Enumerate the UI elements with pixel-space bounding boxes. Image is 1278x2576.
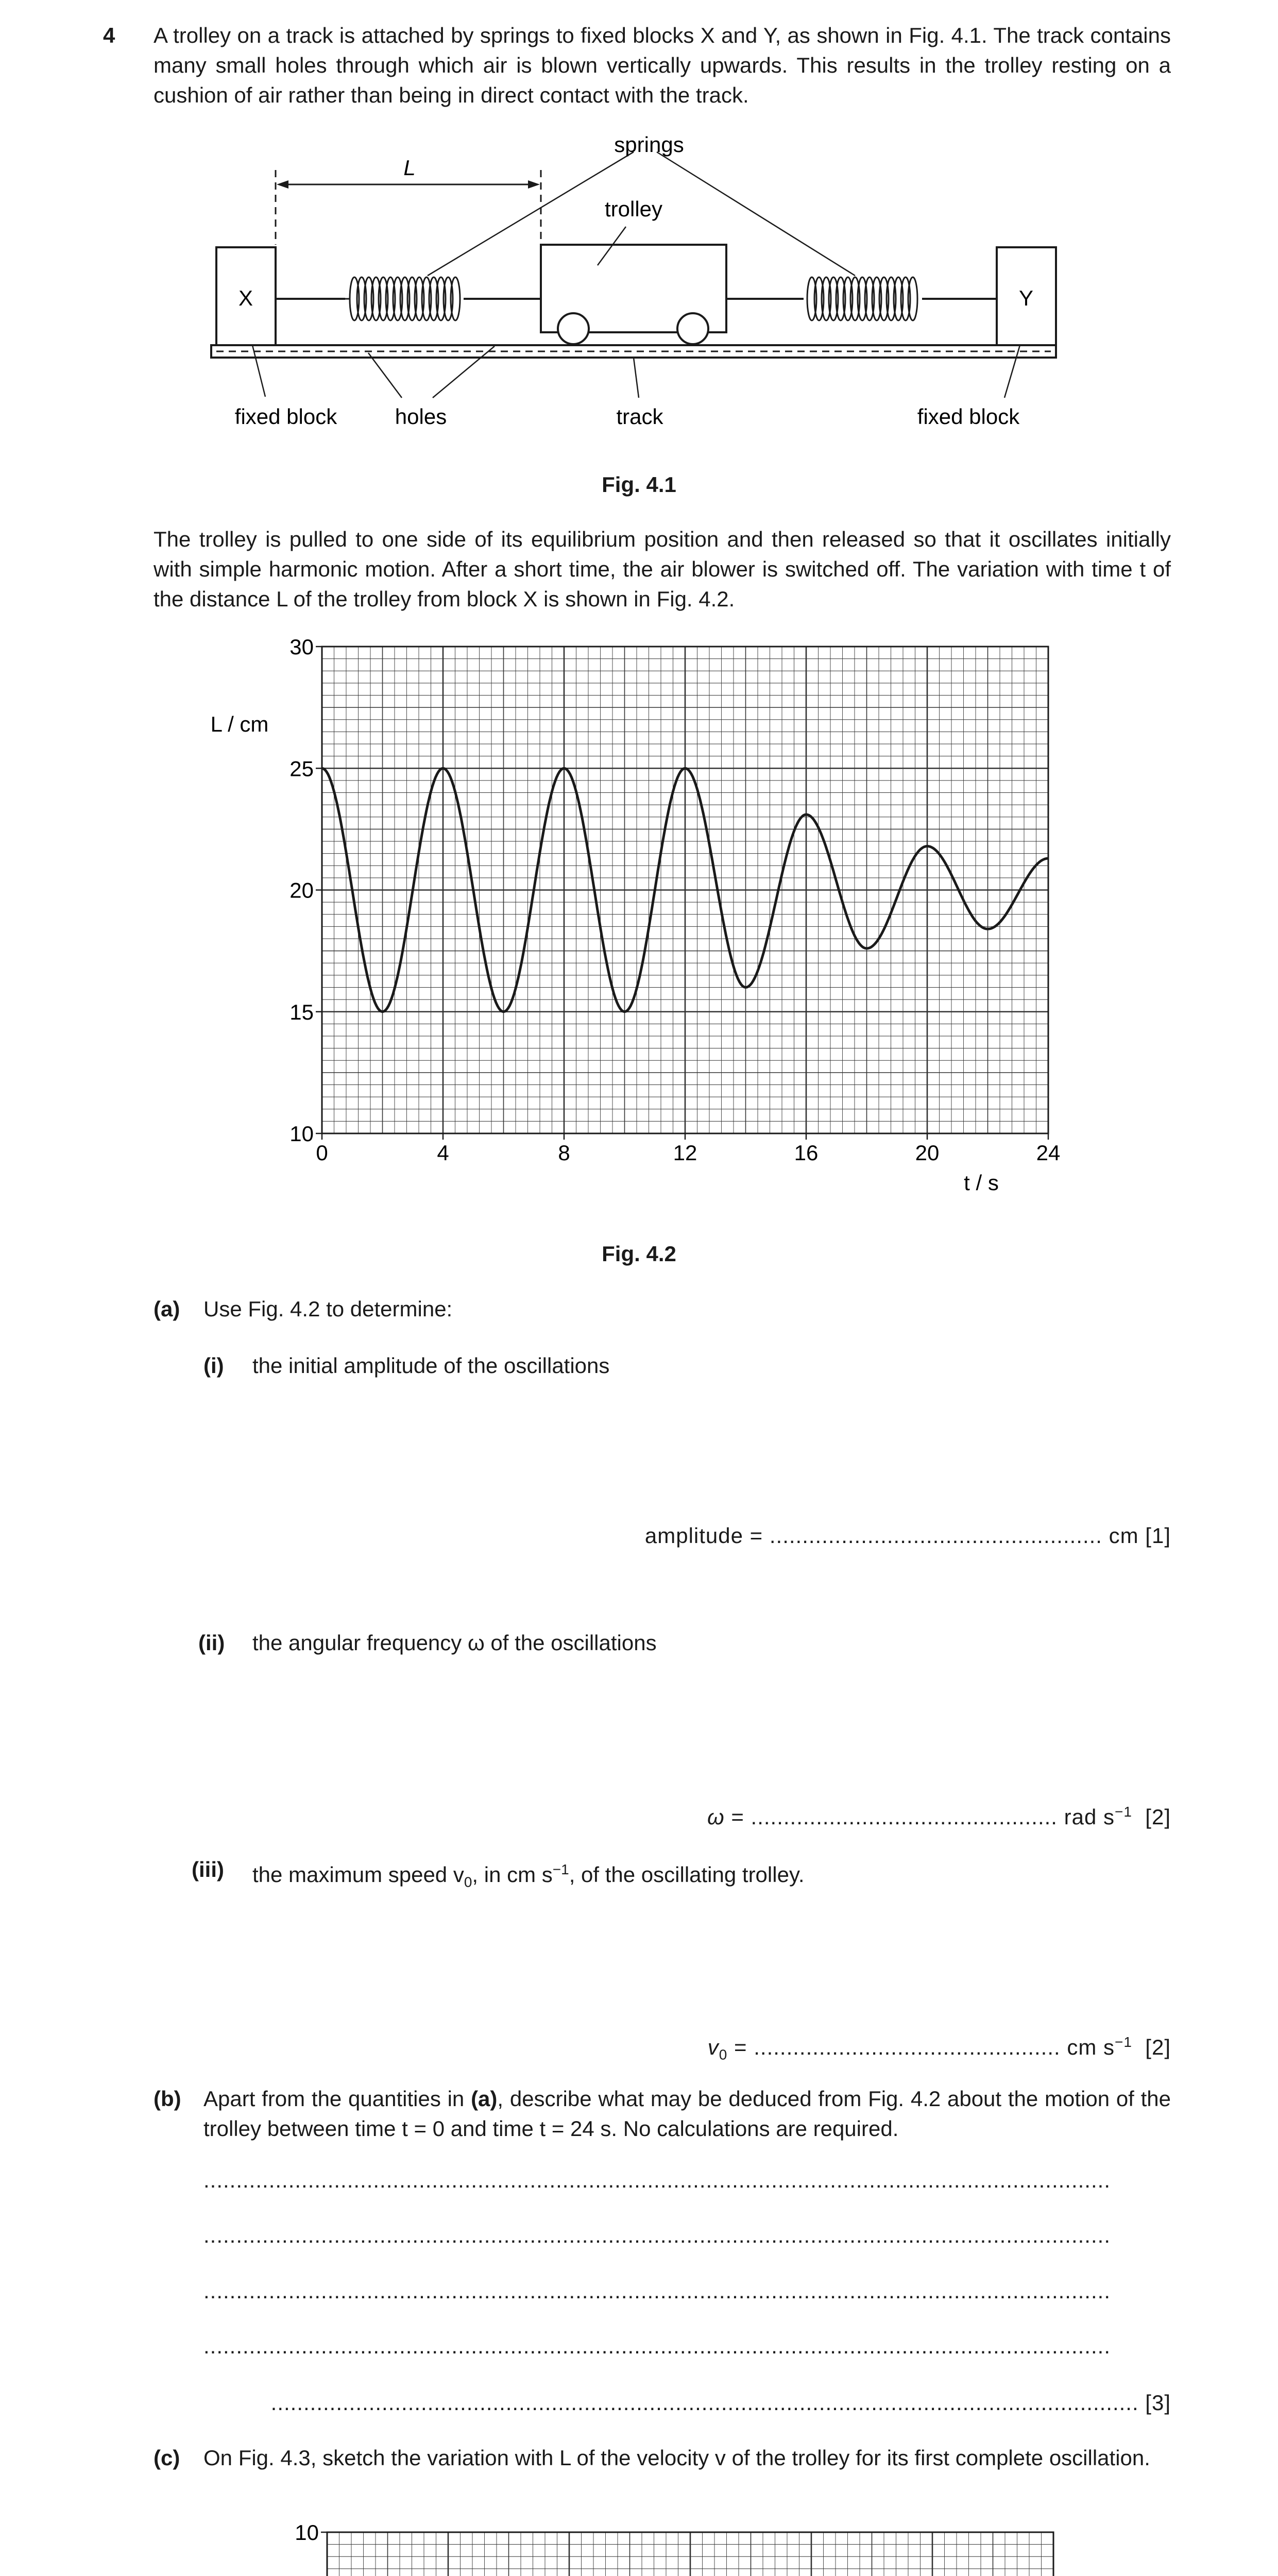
y-tick-label: 10: [289, 1122, 314, 1146]
part-a-i-text: the initial amplitude of the oscillations: [252, 1353, 610, 1378]
x-tick-label: 0: [316, 1141, 328, 1165]
fig-4-3-chart[interactable]: [196, 2524, 1082, 2576]
fig-4-1-diagram: [196, 129, 1082, 448]
label-holes: holes: [395, 404, 447, 429]
x-tick-label: 24: [1036, 1141, 1061, 1165]
x-tick-label: 4: [437, 1141, 449, 1165]
part-a-label: (a): [154, 1297, 180, 1321]
part-b-answer-line-3[interactable]: ...........................................................................................................................................: [203, 2279, 1111, 2303]
l-arrow-right: [528, 180, 540, 189]
trolley-wheel-left: [558, 313, 589, 344]
label-springs: springs: [614, 132, 684, 157]
part-a-iii-label: (iii): [192, 1857, 224, 1882]
part-a-text: Use Fig. 4.2 to determine:: [203, 1297, 453, 1321]
x-tick-label: 20: [915, 1141, 940, 1165]
x-tick-label: 8: [558, 1141, 570, 1165]
label-x: X: [238, 286, 253, 310]
left-spring: [345, 277, 460, 320]
y-tick-label: 15: [289, 999, 314, 1024]
fig-4-2-caption: Fig. 4.2: [602, 1242, 676, 1266]
l-arrow-left: [277, 180, 288, 189]
label-l: L: [403, 156, 416, 180]
label-fixed-block-right: fixed block: [917, 404, 1020, 429]
question-number: 4: [103, 23, 115, 47]
fig-4-2-chart: [196, 634, 1071, 1221]
l-dimension: [276, 170, 541, 245]
part-a-iii-answer[interactable]: $v_0$ = ............................................... cm $s^{-1}$ [2]: [707, 2034, 1171, 2063]
label-trolley: trolley: [604, 197, 663, 221]
part-a-i-label: (i): [203, 1353, 224, 1378]
part-a-ii-answer[interactable]: ω = ............................................... rad $s^{-1}$ [2]: [707, 1804, 1171, 1829]
label-fixed-block-left: fixed block: [234, 404, 337, 429]
label-y: Y: [1018, 286, 1034, 310]
part-b-answer-line-5[interactable]: ..................................................................................................................................... [3]: [270, 2391, 1171, 2415]
part-b-label: (b): [154, 2087, 181, 2111]
trolley-wheel-right: [677, 313, 708, 344]
question-intro: A trolley on a track is attached by springs to fixed blocks X and Y, as shown in Fig. 4.1. The track contains many small holes through which air is blown vertically upwards. This results in the trolley resting on a cushion of air rather than being in direct contact with the track.: [154, 23, 1171, 107]
fig-4-1-caption: Fig. 4.1: [602, 472, 676, 497]
part-a-ii-text: the angular frequency ω of the oscillations: [252, 1631, 657, 1655]
question-middle: The trolley is pulled to one side of its equilibrium position and then released so that it oscillates initially with simple harmonic motion. After a short time, the air blower is switched off. The variation with time t of the distance L of the trolley from block X is shown in Fig. 4.2.: [154, 527, 1171, 611]
part-a-ii-label: (ii): [198, 1631, 225, 1655]
right-spring: [807, 277, 917, 320]
x-tick-label: 16: [794, 1141, 819, 1165]
part-b-text: Apart from the quantities in (a), describe what may be deduced from Fig. 4.2 about the motion of the trolley between time t = 0 and time t = 24 s. No calculations are required.: [203, 2087, 1171, 2141]
label-track: track: [616, 404, 663, 429]
part-c-label: (c): [154, 2446, 180, 2470]
track-rect: [211, 345, 1056, 358]
part-c-text: On Fig. 4.3, sketch the variation with L of the velocity v of the trolley for its first complete oscillation.: [203, 2446, 1150, 2470]
part-b-answer-line-2[interactable]: ...........................................................................................................................................: [203, 2223, 1111, 2247]
fig-4-2-xlabel: t / s: [964, 1171, 999, 1195]
y-tick-label: 25: [289, 756, 314, 781]
part-b-answer-line-1[interactable]: ...........................................................................................................................................: [203, 2168, 1111, 2192]
part-a-iii-text: the maximum speed $v_0$, in cm $s^{-1}$, of the oscillating trolley.: [252, 1861, 805, 1890]
y-tick-label: 20: [289, 878, 314, 903]
part-b-answer-line-4[interactable]: ...........................................................................................................................................: [203, 2334, 1111, 2358]
fig-4-2-ylabel: L / cm: [210, 712, 269, 736]
y-tick-label: 30: [289, 635, 314, 659]
y-tick-label: 10: [295, 2524, 319, 2545]
x-tick-label: 12: [673, 1141, 697, 1165]
part-a-i-answer[interactable]: amplitude = ................................................... cm [1]: [644, 1523, 1171, 1548]
